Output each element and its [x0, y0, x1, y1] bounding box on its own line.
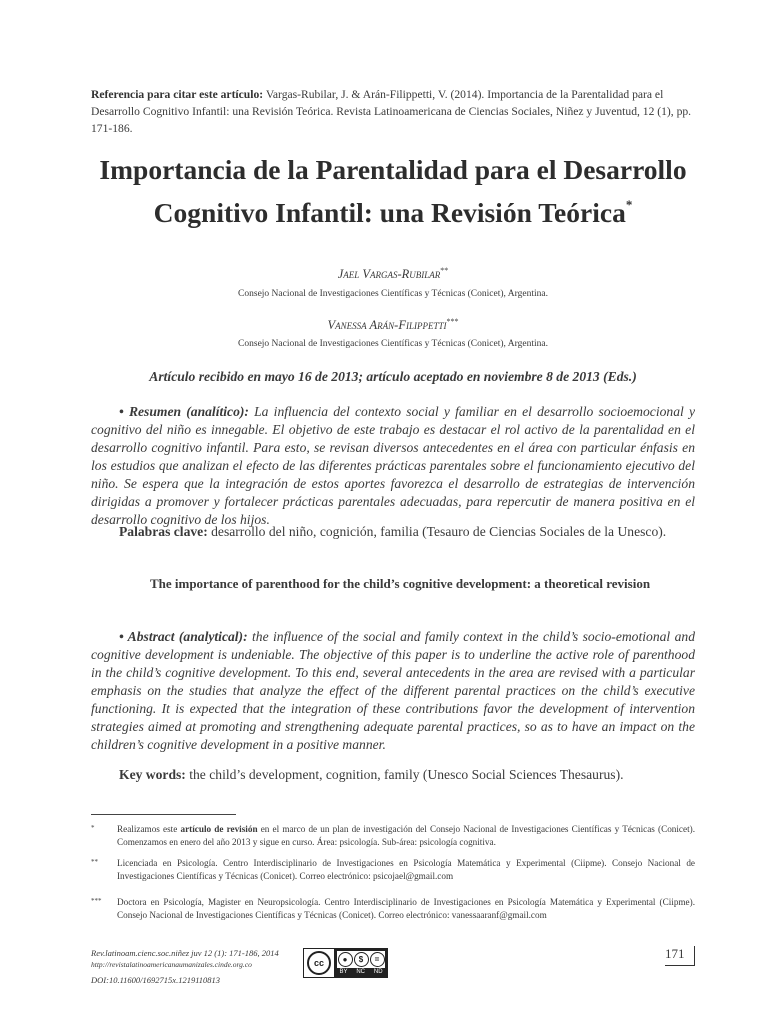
palabras-clave — [91, 523, 695, 541]
author-2 — [91, 317, 695, 333]
footnote-1 — [91, 823, 695, 849]
abstract-label: • Abstract (analytical): — [119, 629, 248, 644]
license-labels — [335, 968, 387, 977]
received-dates: Artículo recibido en mayo 16 de 2013; artículo aceptado en noviembre 8 de 2013 (Eds.) — [149, 369, 637, 384]
footnote-2 — [91, 857, 695, 883]
citation-label: Referencia para citar este artículo: — [91, 88, 264, 101]
cc-logo: cc — [307, 951, 331, 975]
citation-reference — [91, 86, 695, 137]
resumen-label: • Resumen (analítico): — [119, 404, 249, 419]
resumen-text: La influencia del contexto social y familiar en el desarrollo socioemocional y cognitivo del niño es innegable. El objetivo de este trabajo es destacar el rol activo de la parentalidad en el desarrollo cognitivo infantil. Para esto, se revisan diversos antecedentes en el área con particular énfasis en los estudios que analizan el efecto de las diferentes prácticas parentales sobre el funcionamiento ejecutivo del niño. Se espera que la integración de estos aportes favorezca el desarrollo de estrategias de intervención dirigidas a promover y fortalecer prácticas parentales adecuadas, para repercutir de manera positiva en el desarrollo cognitivo de los hijos. — [91, 404, 695, 527]
nd-equals-icon: = — [370, 952, 385, 967]
palabras-clave-text: desarrollo del niño, cognición, familia (Tesauro de Ciencias Sociales de la Unesco). — [207, 524, 667, 539]
key-words-label: Key words: — [119, 767, 186, 782]
author-1-affiliation: Consejo Nacional de Investigaciones Científicas y Técnicas (Conicet), Argentina. — [238, 289, 548, 299]
footnote-3-mark: *** — [91, 897, 102, 905]
author-2-mark: *** — [446, 317, 459, 326]
license-icons — [337, 951, 385, 968]
footnote-1-bold: artículo de revisión — [180, 824, 258, 834]
footnote-divider — [91, 814, 236, 815]
footnote-1-post: en el marco de un plan de investigación del Consejo Nacional de Investigaciones Científicas y Técnicas (Conicet). Comenzamos en enero del año 2013 y sigue en curso. Área: psicología. Sub-área: psicología cognitiva. — [117, 824, 695, 847]
footnote-2-text: Licenciada en Psicología. Centro Interdisciplinario de Investigaciones en Psicología Matemática y Experimental (Ciipme). Consejo Nacional de Investigaciones Científicas y Técnicas (Conicet). Correo electrónico: psicojael@gmail.com — [117, 858, 695, 881]
author-2-name: Vanessa Arán-Filippetti — [327, 318, 447, 332]
key-words-text: the child’s development, cognition, family (Unesco Social Sciences Thesaurus). — [185, 767, 624, 782]
creative-commons-badge[interactable] — [303, 948, 388, 978]
palabras-clave-label: Palabras clave: — [119, 524, 208, 539]
footnote-1-pre: Realizamos este — [117, 824, 181, 834]
footnote-2-mark: ** — [91, 858, 98, 866]
author-1-mark: ** — [440, 266, 449, 275]
title-footnote-mark: * — [625, 197, 633, 212]
license-nd-label: ND — [373, 969, 383, 975]
footnote-3-text: Doctora en Psicología, Magister en Neuropsicología. Centro Interdisciplinario de Investigaciones en Psicología Matemática y Experimental (Ciipme). Consejo Nacional de Investigaciones Científicas y Técnicas (Conicet). Correo electrónico: vanessaaranf@gmail.com — [117, 897, 695, 920]
footer-url[interactable]: http://revistalatinoamericanaumanizales.cinde.org.co — [91, 960, 252, 969]
license-by-label: BY — [339, 969, 348, 975]
cc-icon — [304, 949, 335, 977]
footnote-1-mark: * — [91, 824, 95, 832]
author-2-affiliation: Consejo Nacional de Investigaciones Científicas y Técnicas (Conicet), Argentina. — [238, 339, 548, 349]
abstract-paragraph — [91, 628, 695, 754]
article-title-text: Importancia de la Parentalidad para el Desarrollo Cognitivo Infantil: una Revisión Teórica — [99, 154, 687, 228]
footer-journal: Rev.latinoam.cienc.soc.niñez juv 12 (1): 171-186, 2014 — [91, 948, 279, 958]
page-number: 171 — [665, 946, 685, 961]
footer-doi: DOI:10.11600/1692715x.1219110813 — [91, 975, 221, 985]
footnote-3 — [91, 896, 695, 922]
license-terms — [335, 949, 387, 977]
by-person-icon: ● — [338, 952, 353, 967]
author-1-name: Jael Vargas-Rubilar — [337, 267, 441, 281]
footnote-1-text — [117, 823, 695, 849]
author-1 — [91, 266, 695, 282]
resumen-paragraph — [91, 403, 695, 529]
citation-text: Vargas-Rubilar, J. & Arán-Filippetti, V. (2014). Importancia de la Parentalidad para el Desarrollo Cognitivo Infantil: una Revisión Teórica. Revista Latinoamericana de Ciencias Sociales, Niñez y Juventud, 12 (1), pp. 171-186. — [91, 88, 692, 135]
english-title: The importance of parenthood for the child’s cognitive development: a theoretical revision — [149, 576, 651, 591]
article-title — [91, 152, 695, 230]
abstract-text: the influence of the social and family context in the child’s socio-emotional and cognitive development is undeniable. The objective of this paper is to underline the active role of parenthood in the child’s cognitive development. To this end, several antecedents in the area are revised with a particular emphasis on the studies that analyze the effect of the different parental practices on the child’s executive functioning. It is expected that the integration of these contributions favor the development of intervention strategies aimed at promoting and strengthening adequate parental practices, so as to have an impact on the children’s cognitive development in a positive manner. — [91, 629, 695, 752]
license-nc-label: NC — [356, 969, 365, 975]
key-words — [91, 766, 695, 784]
nc-dollar-icon: $ — [354, 952, 369, 967]
